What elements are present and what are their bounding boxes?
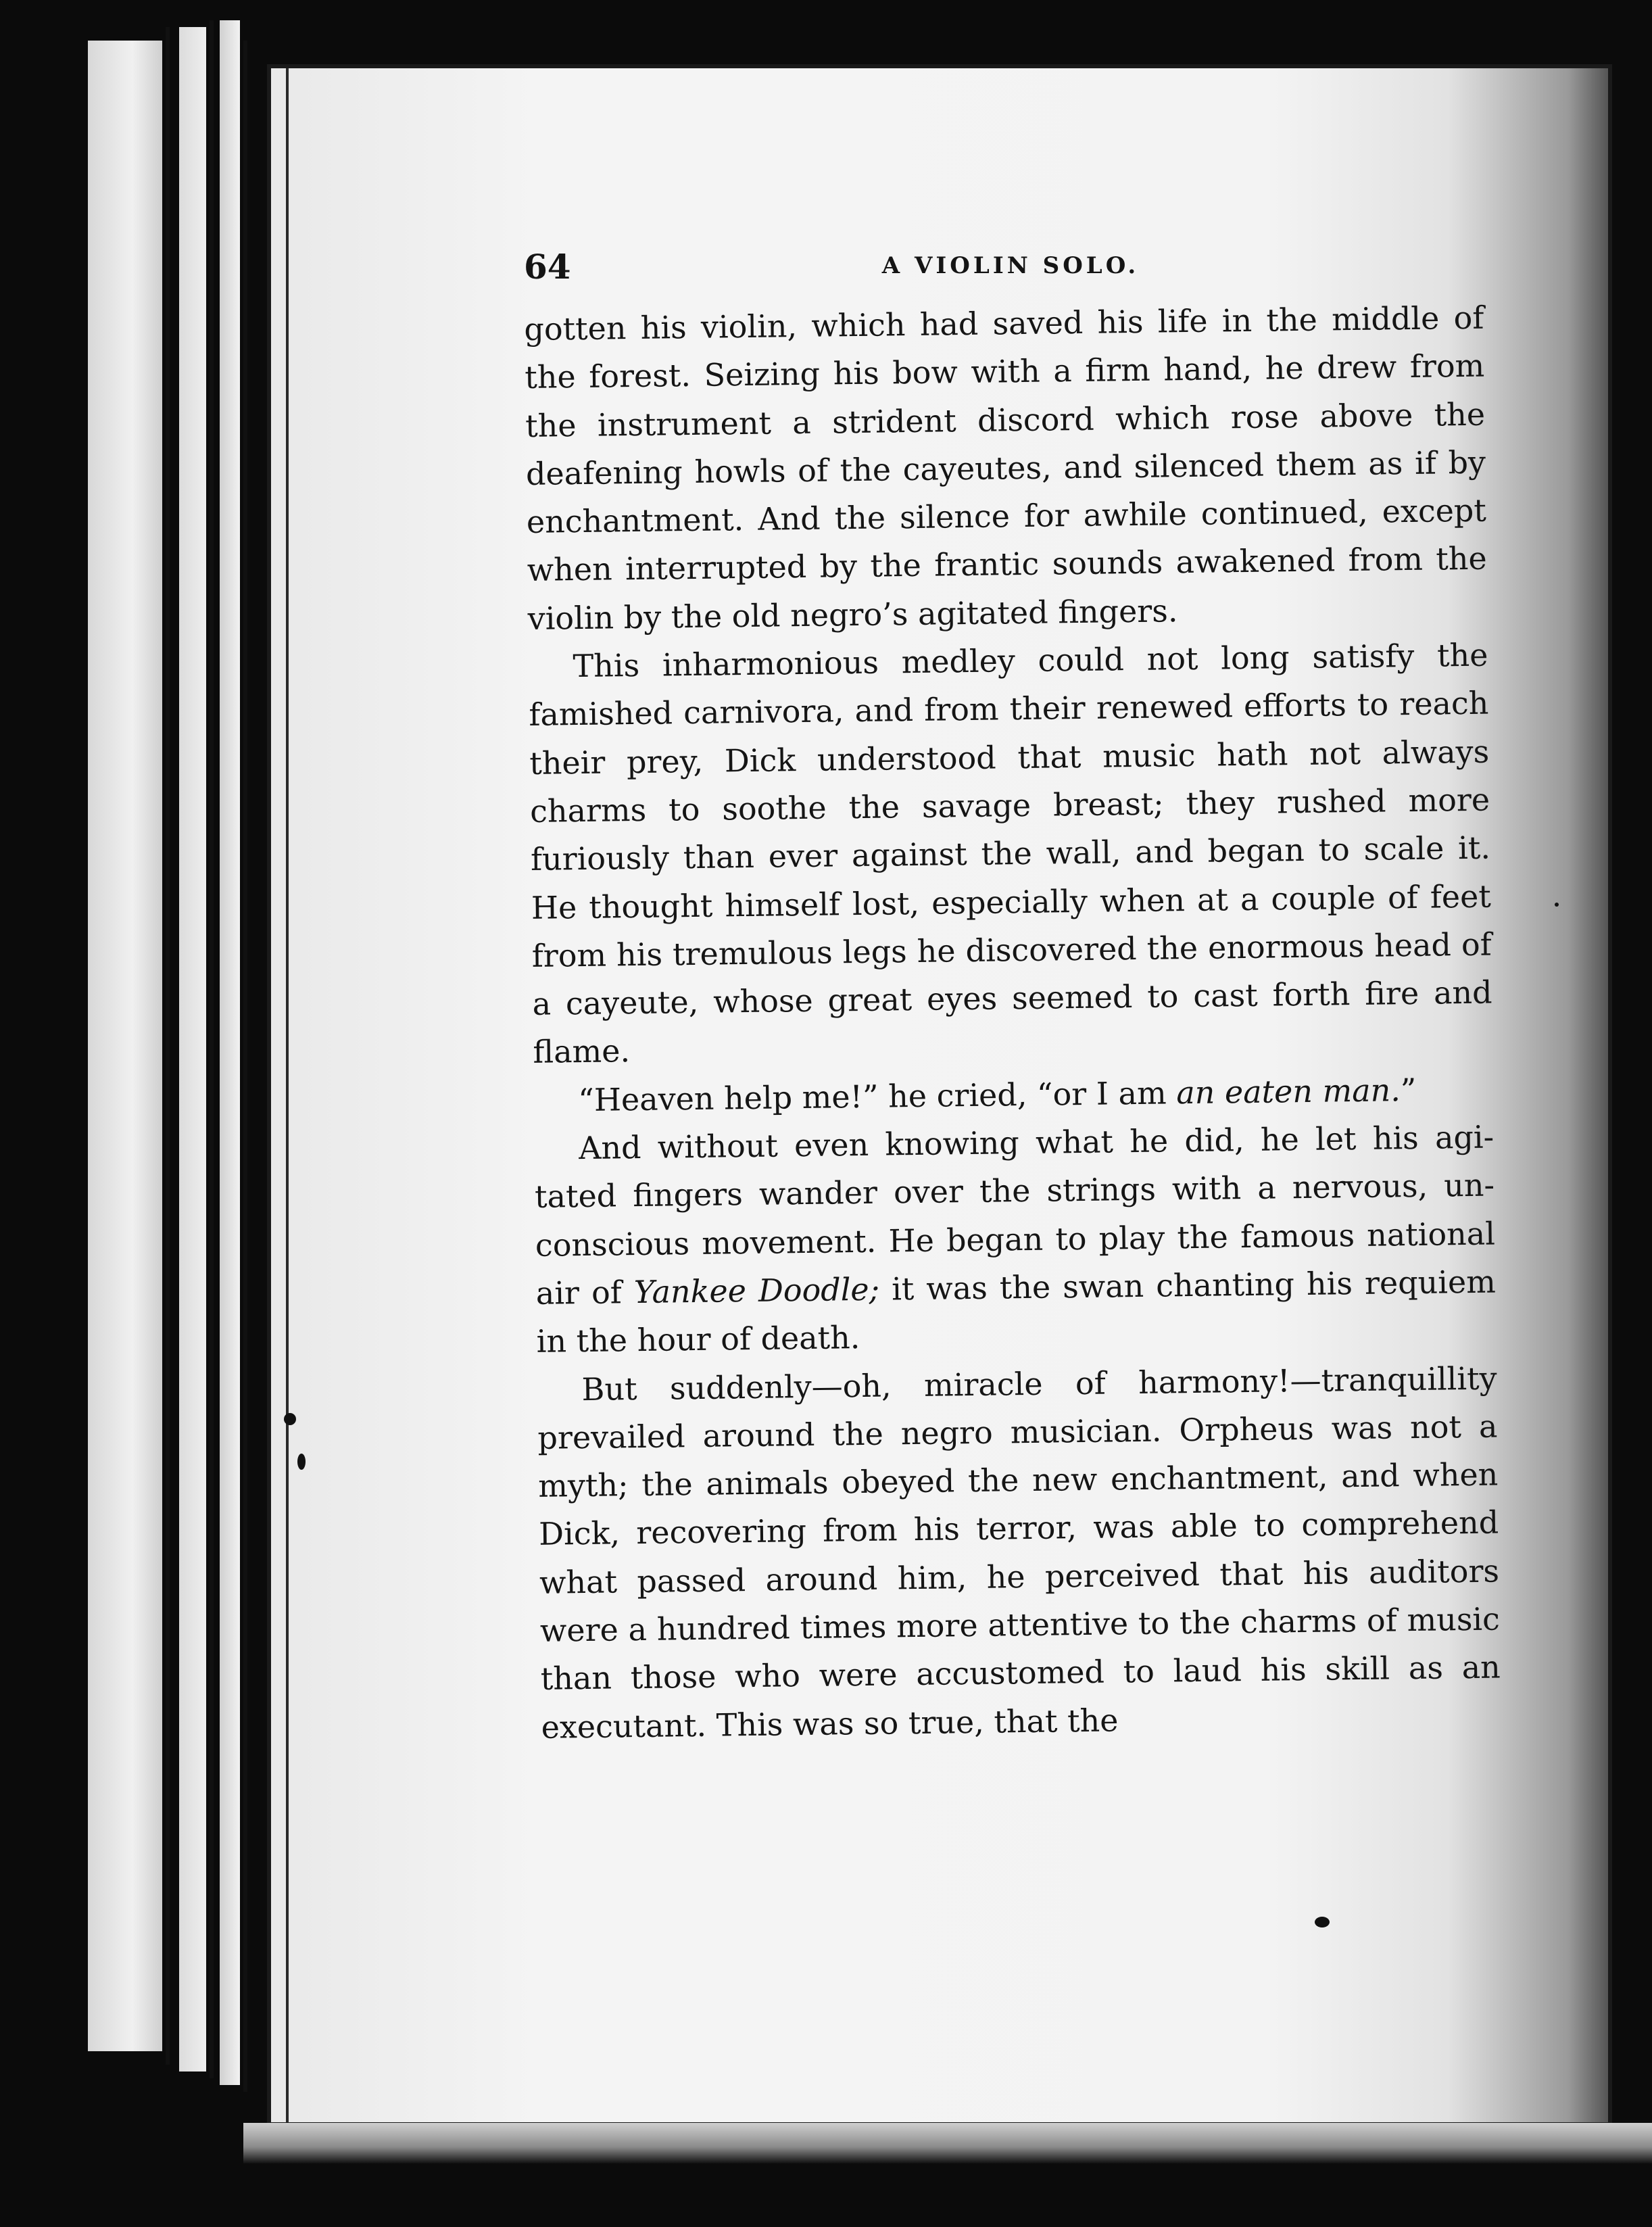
text-run: it was the swan chanting his requiem in the hour of death. [536,1263,1497,1360]
body-text [524,294,1501,1752]
page-stack-edge [220,20,240,2085]
page-bottom-shadow [243,2123,1652,2163]
paragraph [534,1114,1497,1366]
page-stack-edge [179,27,206,2072]
ink-speck [284,1413,296,1425]
ink-speck [297,1454,306,1470]
text-run: And without even knowing what he did, he let his agitated fingers wander over the strings with a nervous, unconscious movement. He began to play the famous national air of [534,1118,1496,1312]
page-edge-line [210,20,214,2078]
text-run: But suddenly—oh, miracle of harmony!—tranquillity prevailed around the negro musician. Orpheus was not a myth; the animals obeyed the new enchantment, and when Dick, recovering from his terror, was able to comprehend what passed around him, he perceived that his auditors were a hundred times more attentive to the charms of music than those who were accustomed to laud his skill as an executant. This was so true, that the [537,1360,1501,1746]
page-edge-line [166,27,170,2065]
ink-speck [1555,903,1559,907]
paragraph [528,631,1493,1077]
running-head [524,247,1497,294]
ink-speck [1315,1917,1330,1927]
paragraph [537,1354,1501,1752]
italic-text: Yankee Doodle; [633,1270,880,1311]
text-run: “Heaven help me!” he cried, “or I am [578,1074,1177,1118]
italic-text: an eaten man. [1175,1071,1401,1111]
text-run: ” [1400,1071,1417,1108]
page-number: 64 [524,247,571,287]
paragraph [524,294,1488,643]
page-stack-edge [88,41,162,2051]
page-inner-rule [286,68,289,2122]
text-run: gotten his violin, which had saved his life in the middle of the forest. Seizing his bow with a firm hand, he drew from the instrument a strident discord which rose above the deafening howls of the cayeutes, and silenced them as if by enchantment. And the silence for awhile continued, except when interrupted by the frantic sounds awakened from the violin by the old negro’s agitated fingers. [524,299,1488,637]
text-run: This inharmonious medley could not long satisfy the famished carnivora, and from their renewed efforts to reach their prey, Dick understood that music hath not always charms to soothe the savage breast; they rushed more furiously than ever against the wall, and began to scale it. He thought himself lost, especially when at a couple of feet from his tremulous legs he discovered the enormous head of a cayeute, whose great eyes seemed to cast forth fire and flame. [529,636,1492,1071]
page-edge-line [243,41,247,2092]
running-title: A VIOLIN SOLO. [881,252,1140,279]
